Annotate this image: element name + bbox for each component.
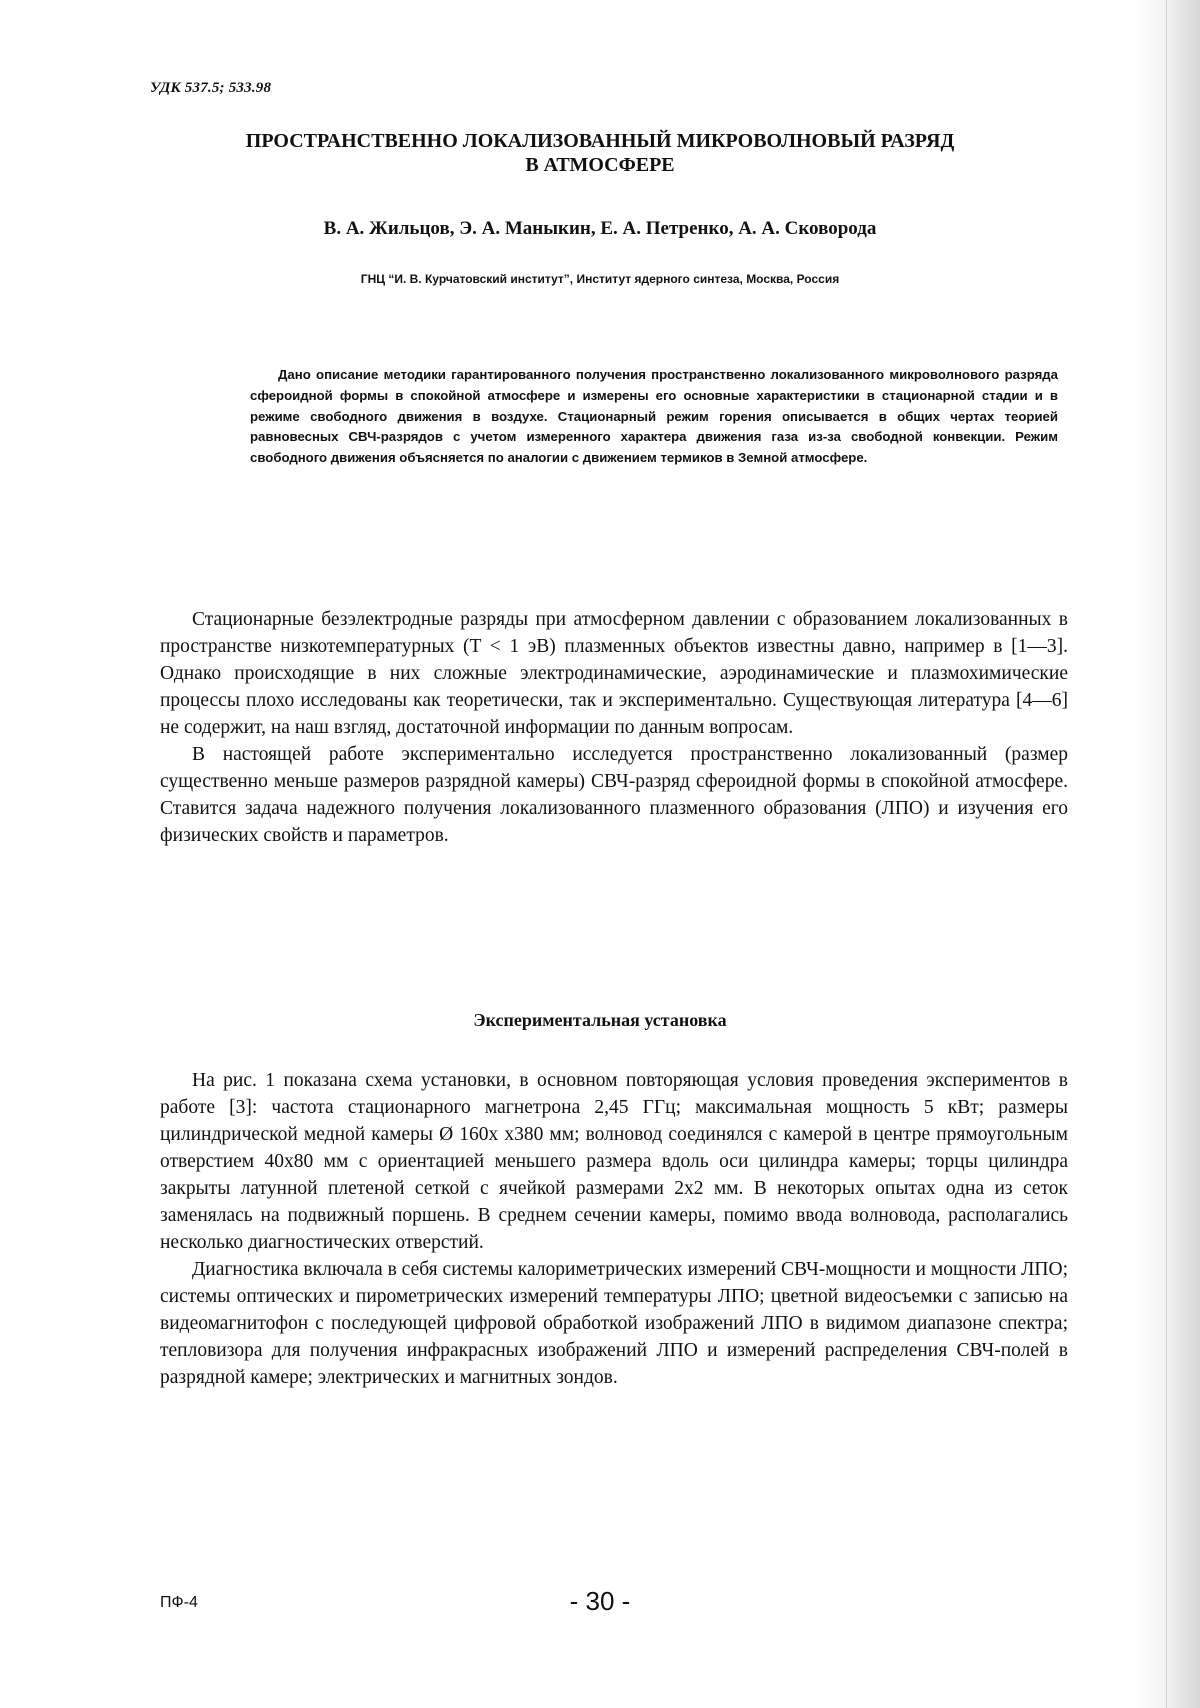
- footer-code: ПФ-4: [160, 1594, 198, 1611]
- intro-paragraph-1: Стационарные безэлектродные разряды при атмосферном давлении с образованием локализованных в пространстве низкотемпературных (T < 1 эВ) плазменных объектов известны давно, например в [1—3]. Однако происходящие в них сложные электродинамические, аэродинамические и плазмохимические процессы плохо исследованы как теоретически, так и экспериментально. Существующая литература [4—6] не содержит, на наш взгляд, достаточной информации по данным вопросам.: [160, 609, 1068, 738]
- authors: В. А. Жильцов, Э. А. Маныкин, Е. А. Петренко, А. А. Сковорода: [323, 218, 877, 239]
- udk-code: УДК 537.5; 533.98: [150, 80, 272, 96]
- title-line-2: В АТМОСФЕРЕ: [525, 153, 675, 176]
- setup-paragraph-2: Диагностика включала в себя системы калориметрических измерений СВЧ-мощности и мощности ЛПО; системы оптических и пирометрических измерений температуры ЛПО; цветной видеосъемки с записью на видеомагнитофон с последующей цифровой обработкой изображений ЛПО в видимом диапазоне спектра; тепловизора для получения инфракрасных изображений ЛПО и измерений распределения СВЧ-полей в разрядной камере; электрических и магнитных зондов.: [160, 1259, 1068, 1388]
- title-line-1: ПРОСТРАНСТВЕННО ЛОКАЛИЗОВАННЫЙ МИКРОВОЛНОВЫЙ РАЗРЯД: [245, 130, 955, 152]
- intro-section: [160, 606, 1068, 849]
- article-title: [140, 130, 1060, 177]
- affiliation: ГНЦ “И. В. Курчатовский институт”, Институт ядерного синтеза, Москва, Россия: [360, 272, 840, 286]
- page-number: - 30 -: [569, 1586, 631, 1616]
- setup-section: [160, 1067, 1068, 1391]
- setup-paragraph-1: На рис. 1 показана схема установки, в основном повторяющая условия проведения экспериментов в работе [3]: частота стационарного магнетрона 2,45 ГГц; максимальная мощность 5 кВт; размеры цилиндрической медной камеры Ø 160x x380 мм; волновод соединялся с камерой в центре прямоугольным отверстием 40x80 мм с ориентацией меньшего размера вдоль оси цилиндра камеры; торцы цилиндра закрыты латунной плетеной сеткой с ячейкой размерами 2x2 мм. В некоторых опытах одна из сеток заменялась на подвижный поршень. В среднем сечении камеры, помимо ввода волновода, располагались несколько диагностических отверстий.: [160, 1070, 1068, 1253]
- page-edge-shadow: [1138, 0, 1200, 1708]
- abstract: Дано описание методики гарантированного получения пространственно локализованного микроволнового разряда сфероидной формы в спокойной атмосфере и измерены его основные характеристики в стационарной стадии и в режиме свободного движения в воздухе. Стационарный режим горения описывается в общих чертах теорией равновесных СВЧ-разрядов с учетом измеренного характера движения газа из-за свободной конвекции. Режим свободного движения объясняется по аналогии с движением термиков в Земной атмосфере.: [250, 367, 1058, 466]
- intro-paragraph-2: В настоящей работе экспериментально исследуется пространственно локализованный (размер существенно меньше размеров разрядной камеры) СВЧ-разряд сфероидной формы в спокойной атмосфере. Ставится задача надежного получения локализованного плазменного образования (ЛПО) и изучения его физических свойств и параметров.: [160, 744, 1068, 846]
- section-heading: Экспериментальная установка: [473, 1010, 727, 1030]
